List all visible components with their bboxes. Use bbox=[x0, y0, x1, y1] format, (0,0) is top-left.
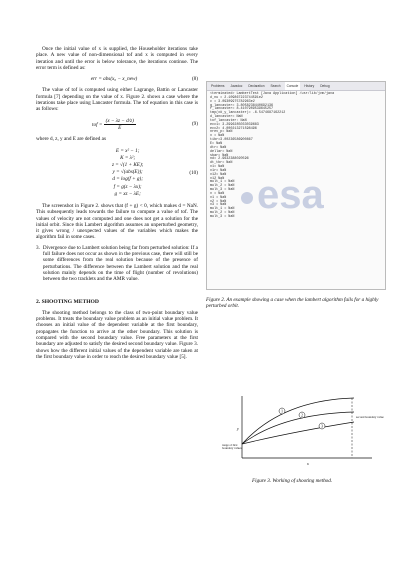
tab-history[interactable]: History bbox=[304, 84, 315, 88]
console-line: v1 = NaN bbox=[210, 195, 227, 200]
console-line: v2 = NaN bbox=[210, 199, 227, 204]
console-line: mult_3 = NaN bbox=[210, 215, 235, 219]
shooting-method-diagram bbox=[222, 392, 390, 472]
equation-8 bbox=[36, 76, 198, 82]
svg-text:esa: esa bbox=[257, 173, 324, 217]
console-line: v1= NaN bbox=[210, 165, 225, 170]
console-line: E= NaN bbox=[210, 141, 223, 146]
console-line: f_lancaster= 8.4107909539645257 bbox=[210, 107, 274, 112]
right-boundary-label: second boundary value bbox=[356, 416, 384, 419]
equation-10-number: (10) bbox=[189, 169, 198, 176]
list-item-3 bbox=[36, 245, 198, 287]
console-line: nd= 2.9632388020596 bbox=[210, 157, 249, 162]
console-line: tof_lancaster: NaN bbox=[210, 118, 247, 123]
equation-8-number: (8) bbox=[191, 76, 198, 83]
console-line: g_lancaster= 3.8058238440692136 bbox=[210, 103, 274, 108]
equation-10-line: d = log(f + g); bbox=[112, 176, 143, 183]
console-line: mult_2 = NaN bbox=[210, 184, 235, 189]
paragraph-tof: The value of tof is computed using either Lagrange, Battin or Lancaster formula [7] depending on the value of x. Figure 2. shows a case where the iterations take place using Lancaster formula. The tof equation in this case is as follows: bbox=[36, 87, 198, 113]
console-line: mult_3 = NaN bbox=[210, 188, 235, 193]
console-line: nrev_p= NaN bbox=[210, 130, 233, 135]
console-tab-bar bbox=[207, 82, 385, 91]
equation-9-number: (9) bbox=[191, 121, 198, 128]
console-line: tibr=3.00236586900867 bbox=[210, 138, 253, 143]
console-line: v = NaN bbox=[210, 191, 225, 196]
console-line: x = NaN bbox=[210, 134, 225, 139]
console-screenshot bbox=[206, 81, 386, 290]
console-line: mult_1 = NaN bbox=[210, 207, 235, 212]
console-line: <terminated> LambertTest [Java Application] /usr/lib/jvm/java bbox=[210, 92, 335, 96]
list-item-3-text: Divergence due to Lambert solution being far from perturbed solution: If a full failure does not occur as shown in the previous case, there will still be some differences from the real solution because of the presence of perturbations. The difference between the Lambert solution and the real solution mainly depends on the time of flight (number of revolutions) between the two tracklets and the AMR value. bbox=[42, 244, 198, 283]
equation-9-fraction bbox=[104, 118, 136, 132]
curve-label-1: 1 bbox=[281, 409, 283, 414]
left-column bbox=[36, 46, 198, 364]
tab-javadoc[interactable]: Javadoc bbox=[230, 84, 243, 88]
esa-logo-watermark bbox=[235, 162, 355, 222]
paragraph-shooting: The shooting method belongs to the class of two-point boundary value problems. It treats the boundary value problem as an initial value problem. It chooses an initial value of the dependent variable at the first boundary, propagates the function to arrive at the other boundary. This solution is compared with the second boundary value. Free parameters at the first boundary are adjusted to satisfy the desired second boundary value. Figure 3. shows how the different initial values of the dependent variable are taken at the first boundary value in order to reach the desired boundary value [5]. bbox=[36, 309, 198, 360]
console-line: mult_1 = NaN bbox=[210, 180, 235, 185]
equation-10-lines bbox=[36, 148, 189, 198]
equation-8-body: err = abs(x₀ − x_new) bbox=[90, 76, 138, 83]
console-line: dellar= NaN bbox=[210, 149, 233, 154]
paragraph-householder: Once the initial value of x is supplied, the Householder iterations take place. A new value of non-dimensional tof and x is computed in every iteration and until the error is below tolerance, the iterations continue. The error term is defined as: bbox=[36, 46, 198, 71]
tab-declaration[interactable]: Declaration bbox=[248, 84, 265, 88]
equation-9 bbox=[36, 118, 198, 132]
y-axis-label: y bbox=[237, 426, 239, 431]
console-line: dt_tbr= NaN bbox=[210, 161, 233, 166]
equation-10-line: E = x² − 1; bbox=[115, 147, 140, 154]
trajectory-curve-2 bbox=[242, 412, 354, 444]
paragraph-where: where d, z, y and E are defined as bbox=[36, 136, 106, 143]
console-line: v3 = NaN bbox=[210, 203, 227, 208]
paragraph-screenshot: The screenshot in Figure 2. shows that (f + g) < 0, which makes d = NaN. This subsequently leads towards the failure to compute a value of tof. The values of velocity are not computed and one does not get a solution for the initial orbit. Since this Lambert algorithm assumes an unperturbed geometry, it gives wrong / unexpected values of the variables which makes the algorithm fail in some cases. bbox=[36, 202, 198, 241]
console-line: v1r= NaN bbox=[210, 168, 227, 173]
equation-10-line: y = √(abs(E)); bbox=[112, 169, 143, 176]
trajectory-curve-1 bbox=[242, 398, 354, 444]
equation-9-lhs: tof = bbox=[92, 121, 103, 128]
console-line: sbar= NaN bbox=[210, 153, 229, 158]
curve-label-2: 2 bbox=[301, 413, 303, 418]
tab-search[interactable]: Search bbox=[270, 84, 281, 88]
figure-2-caption: Figure 2. An example showing a case when the lambert algorithm fails for a highly perturbed orbit. bbox=[206, 297, 379, 310]
console-line: tmp(x#_y_lancaster)= -6.5474687162212 bbox=[210, 111, 286, 116]
tab-console[interactable]: Console bbox=[286, 84, 299, 88]
tab-problems[interactable]: Problems bbox=[211, 84, 225, 88]
section-title: 2. SHOOTING METHOD bbox=[36, 298, 99, 305]
console-line: v12 NaN bbox=[210, 176, 225, 181]
equation-9-numerator: (x − λz − d/z) bbox=[105, 117, 134, 124]
console-line: v12= NaN bbox=[210, 172, 227, 177]
x-axis-label: x bbox=[307, 461, 309, 466]
console-line: d_lancaster= NaN bbox=[210, 115, 243, 120]
equation-9-denominator: E bbox=[118, 124, 122, 131]
equation-10-line: f = g(z − λx); bbox=[113, 183, 142, 190]
console-line: d_nu = 2.109867223744591e2 bbox=[210, 95, 263, 100]
console-line: ecc1= 3.2996285033039683 bbox=[210, 122, 259, 127]
console-line: ecc2= 4.000213271598496 bbox=[210, 126, 257, 131]
list-item-3-number: 3. bbox=[36, 244, 40, 251]
equation-10-line: K = λ²; bbox=[120, 154, 136, 161]
console-line: dtr= NaN bbox=[210, 145, 227, 150]
equation-10-line: g = xz − λE; bbox=[114, 190, 141, 197]
equation-10 bbox=[36, 148, 198, 198]
console-line: mult_2 = NaN bbox=[210, 211, 235, 216]
figure-3-caption: Figure 3. Working of shooting method. bbox=[252, 478, 333, 484]
left-boundary-label: range of first boundary values bbox=[222, 444, 242, 451]
curve-label-3: 3 bbox=[321, 424, 323, 429]
tab-debug[interactable]: Debug bbox=[320, 84, 330, 88]
equation-10-line: z = √(1 + KE); bbox=[111, 161, 144, 168]
console-line: c = 3.09309975782963e2 bbox=[210, 99, 255, 104]
